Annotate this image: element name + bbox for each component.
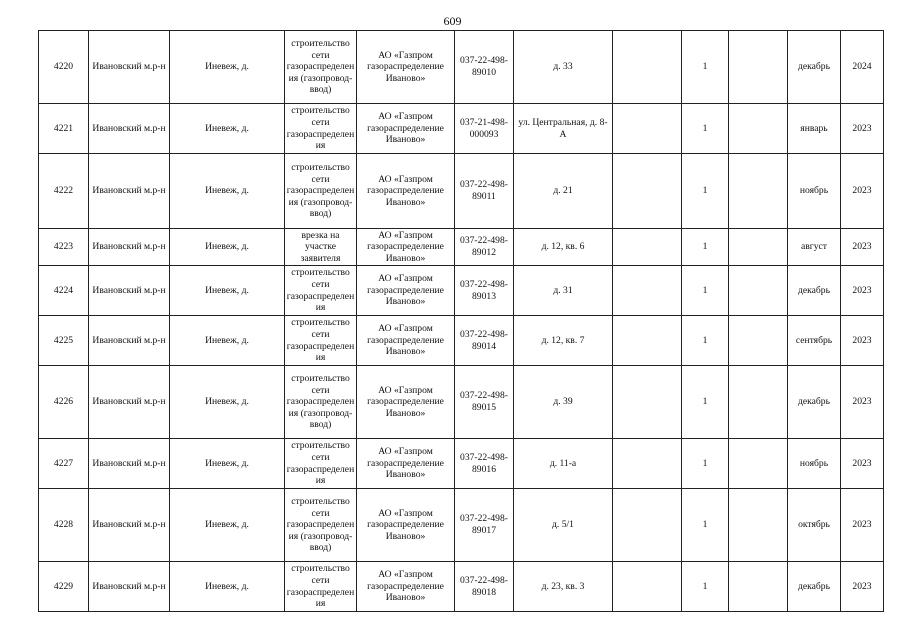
work-type-cell: врезка на участке заявителя [285,229,357,266]
registration-code-cell: 037-22-498-89015 [455,366,514,439]
row-number: 4226 [39,366,89,439]
work-type-cell: строительство сети газораспределения [285,266,357,316]
table-row [39,229,884,266]
registration-code-cell: 037-22-498-89014 [455,316,514,366]
row-number: 4225 [39,316,89,366]
count-cell: 1 [682,31,729,104]
organization-cell: АО «Газпром газораспределение Иваново» [357,562,455,612]
address-cell: д. 21 [514,154,613,229]
organization-cell: АО «Газпром газораспределение Иваново» [357,229,455,266]
table-row [39,31,884,104]
month-cell: декабрь [788,31,841,104]
year-cell: 2023 [841,154,884,229]
year-cell: 2023 [841,366,884,439]
address-cell: д. 12, кв. 7 [514,316,613,366]
locality-cell: Иневеж, д. [170,439,285,489]
organization-cell: АО «Газпром газораспределение Иваново» [357,154,455,229]
empty-cell [613,439,682,489]
organization-cell: АО «Газпром газораспределение Иваново» [357,316,455,366]
organization-cell: АО «Газпром газораспределение Иваново» [357,366,455,439]
row-number: 4222 [39,154,89,229]
month-cell: ноябрь [788,154,841,229]
address-cell: д. 39 [514,366,613,439]
work-type-cell: строительство сети газораспределения [285,439,357,489]
empty-cell [613,154,682,229]
empty-cell [613,266,682,316]
locality-cell: Иневеж, д. [170,266,285,316]
count-cell: 1 [682,316,729,366]
empty-cell [729,266,788,316]
row-number: 4227 [39,439,89,489]
registration-code-cell: 037-22-498-89018 [455,562,514,612]
registration-code-cell: 037-22-498-89013 [455,266,514,316]
address-cell: д. 31 [514,266,613,316]
empty-cell [613,229,682,266]
district-cell: Ивановский м.р-н [89,366,170,439]
address-cell: д. 11-а [514,439,613,489]
empty-cell [729,229,788,266]
work-type-cell: строительство сети газораспределения (газопровод-ввод) [285,489,357,562]
row-number: 4221 [39,104,89,154]
district-cell: Ивановский м.р-н [89,439,170,489]
address-cell: д. 23, кв. 3 [514,562,613,612]
work-type-cell: строительство сети газораспределения (газопровод-ввод) [285,366,357,439]
organization-cell: АО «Газпром газораспределение Иваново» [357,439,455,489]
address-cell: д. 12, кв. 6 [514,229,613,266]
year-cell: 2023 [841,266,884,316]
locality-cell: Иневеж, д. [170,229,285,266]
empty-cell [729,31,788,104]
table-row [39,266,884,316]
count-cell: 1 [682,104,729,154]
organization-cell: АО «Газпром газораспределение Иваново» [357,31,455,104]
district-cell: Ивановский м.р-н [89,489,170,562]
locality-cell: Иневеж, д. [170,489,285,562]
district-cell: Ивановский м.р-н [89,31,170,104]
district-cell: Ивановский м.р-н [89,562,170,612]
empty-cell [729,366,788,439]
registration-code-cell: 037-22-498-89012 [455,229,514,266]
district-cell: Ивановский м.р-н [89,104,170,154]
row-number: 4228 [39,489,89,562]
locality-cell: Иневеж, д. [170,316,285,366]
locality-cell: Иневеж, д. [170,31,285,104]
district-cell: Ивановский м.р-н [89,229,170,266]
month-cell: декабрь [788,366,841,439]
empty-cell [613,489,682,562]
district-cell: Ивановский м.р-н [89,266,170,316]
empty-cell [729,489,788,562]
locality-cell: Иневеж, д. [170,104,285,154]
table-row [39,562,884,612]
empty-cell [729,104,788,154]
row-number: 4220 [39,31,89,104]
table-row [39,439,884,489]
month-cell: август [788,229,841,266]
work-type-cell: строительство сети газораспределения [285,562,357,612]
empty-cell [613,31,682,104]
district-cell: Ивановский м.р-н [89,154,170,229]
year-cell: 2023 [841,104,884,154]
count-cell: 1 [682,562,729,612]
empty-cell [729,154,788,229]
address-cell: ул. Центральная, д. 8-А [514,104,613,154]
year-cell: 2023 [841,229,884,266]
work-type-cell: строительство сети газораспределения [285,104,357,154]
count-cell: 1 [682,366,729,439]
address-cell: д. 5/1 [514,489,613,562]
district-cell: Ивановский м.р-н [89,316,170,366]
address-cell: д. 33 [514,31,613,104]
year-cell: 2024 [841,31,884,104]
row-number: 4223 [39,229,89,266]
empty-cell [613,104,682,154]
empty-cell [613,316,682,366]
empty-cell [613,562,682,612]
year-cell: 2023 [841,316,884,366]
organization-cell: АО «Газпром газораспределение Иваново» [357,104,455,154]
registration-code-cell: 037-22-498-89010 [455,31,514,104]
row-number: 4229 [39,562,89,612]
month-cell: январь [788,104,841,154]
month-cell: декабрь [788,562,841,612]
count-cell: 1 [682,489,729,562]
table-row [39,104,884,154]
month-cell: октябрь [788,489,841,562]
registration-code-cell: 037-22-498-89011 [455,154,514,229]
registration-code-cell: 037-22-498-89016 [455,439,514,489]
work-type-cell: строительство сети газораспределения (газопровод-ввод) [285,154,357,229]
month-cell: декабрь [788,266,841,316]
locality-cell: Иневеж, д. [170,562,285,612]
work-type-cell: строительство сети газораспределения (газопровод-ввод) [285,31,357,104]
empty-cell [729,439,788,489]
registration-code-cell: 037-22-498-89017 [455,489,514,562]
row-number: 4224 [39,266,89,316]
count-cell: 1 [682,266,729,316]
year-cell: 2023 [841,439,884,489]
organization-cell: АО «Газпром газораспределение Иваново» [357,266,455,316]
empty-cell [613,366,682,439]
year-cell: 2023 [841,489,884,562]
empty-cell [729,316,788,366]
count-cell: 1 [682,154,729,229]
count-cell: 1 [682,229,729,266]
register-table [38,30,884,612]
count-cell: 1 [682,439,729,489]
work-type-cell: строительство сети газораспределения [285,316,357,366]
table-row [39,154,884,229]
locality-cell: Иневеж, д. [170,154,285,229]
table-row [39,489,884,562]
page-number: 609 [443,14,462,28]
registration-code-cell: 037-21-498-000093 [455,104,514,154]
month-cell: ноябрь [788,439,841,489]
locality-cell: Иневеж, д. [170,366,285,439]
table-row [39,366,884,439]
year-cell: 2023 [841,562,884,612]
table-row [39,316,884,366]
month-cell: сентябрь [788,316,841,366]
register-body [39,31,884,612]
empty-cell [729,562,788,612]
organization-cell: АО «Газпром газораспределение Иваново» [357,489,455,562]
